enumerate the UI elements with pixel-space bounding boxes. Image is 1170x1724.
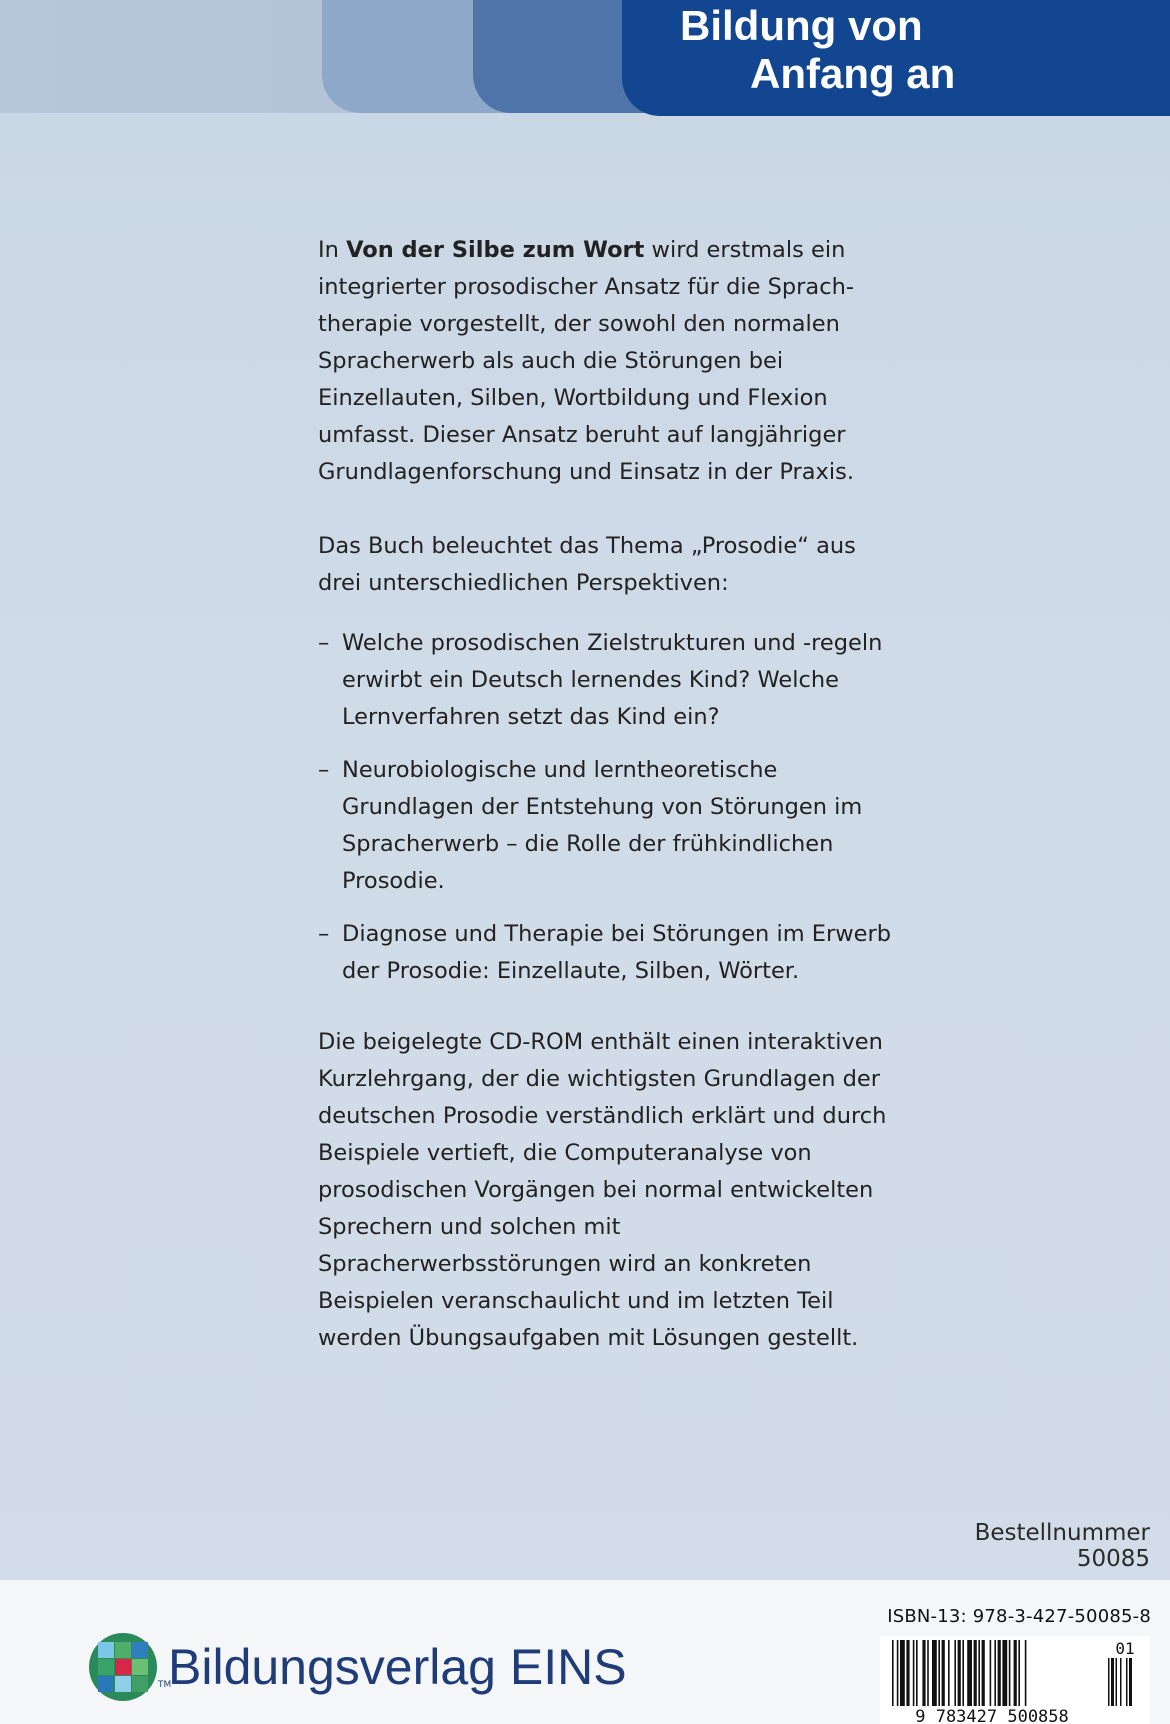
barcode-bar <box>994 1640 996 1706</box>
barcode-bar <box>1009 1640 1011 1706</box>
barcode-bar <box>942 1640 945 1706</box>
barcode-bar <box>978 1640 980 1706</box>
isbn-barcode <box>880 1636 1150 1724</box>
list-item: – Diagnose und Therapie bei Störungen im Erwerb der Prosodie: Einzellaute, Silben, Wörter. <box>318 916 898 990</box>
barcode-bar <box>998 1640 1001 1706</box>
barcode-bar <box>1002 1640 1007 1706</box>
barcode-bar <box>967 1640 972 1706</box>
barcode-addon-bar <box>1108 1658 1110 1706</box>
cdrom-paragraph: Die beigelegte CD-ROM enthält einen interaktiven Kurzlehrgang, der die wichtigsten Grundlagen der deutschen Prosodie verständlich erklärt und durch Beispiele vertieft, die Computeranalyse von prosodischen Vorgängen bei normal entwickelten Sprechern und solchen mit Spracherwerbsstörungen wird an konkreten Beispielen veranschaulicht und im letzten Teil werden Übungsaufgaben mit Lösungen gestellt. <box>318 1029 887 1351</box>
intro-text: wird erstmals ein integrierter prosodischer Ansatz für die Sprachtherapie vorgestellt, der sowohl den normalen Spracherwerb als auch die Störungen bei Einzellauten, Silben, Wortbildung und Flexion umfasst. Dieser Ansatz beruht auf langjähriger Grundlagenforschung und Einsatz in der Praxis. <box>318 237 854 485</box>
barcode-digits-text: 9 783427 500858 <box>915 1707 1069 1724</box>
trademark-mark: TM <box>158 1680 172 1690</box>
series-title <box>680 2 1100 98</box>
barcode-bar <box>990 1640 992 1706</box>
barcode-bar <box>948 1640 950 1706</box>
barcode-bar <box>1025 1640 1027 1706</box>
publisher-logo-icon <box>88 1632 158 1702</box>
publisher-name: Bildungsverlag EINS <box>168 1639 627 1695</box>
barcode-bar <box>974 1640 977 1706</box>
series-title-line1: Bildung von <box>680 2 923 49</box>
barcode-addon-bar <box>1126 1658 1128 1706</box>
barcode-bar <box>1018 1640 1020 1706</box>
barcode-bar <box>916 1640 918 1706</box>
list-item: – Neurobiologische und lerntheoretische Grundlagen der Entstehung von Störungen im Spracherwerb – die Rolle der frühkindlichen Prosodie. <box>318 752 898 900</box>
barcode-bar <box>982 1640 985 1706</box>
order-number: Bestellnummer 50085 <box>974 1520 1150 1572</box>
header-band <box>0 0 1170 115</box>
barcode-bar <box>913 1640 915 1706</box>
barcode-bar <box>906 1640 909 1706</box>
barcode-bar <box>932 1640 937 1706</box>
blurb <box>318 232 898 1394</box>
barcode-bar <box>892 1640 894 1706</box>
perspectives-intro: Das Buch beleuchtet das Thema „Prosodie“ aus drei unterschiedlichen Perspektiven: <box>318 533 856 596</box>
book-title: Von der Silbe zum Wort <box>346 237 645 263</box>
barcode-bar <box>962 1640 964 1706</box>
barcode-bar <box>958 1640 961 1706</box>
barcode-bar <box>900 1640 905 1706</box>
isbn-label: ISBN-13: 978-3-427-50085-8 <box>887 1606 1151 1627</box>
barcode-bar <box>1014 1640 1017 1706</box>
barcode-bar <box>927 1640 929 1706</box>
intro-paragraph <box>318 232 898 491</box>
barcode-addon-bar <box>1116 1658 1118 1706</box>
barcode-bar <box>922 1640 925 1706</box>
barcode-bar <box>954 1640 956 1706</box>
intro-prefix: In <box>318 237 347 263</box>
list-item: – Welche prosodischen Zielstrukturen und -regeln erwirbt ein Deutsch lernendes Kind? Welche Lernverfahren setzt das Kind ein? <box>318 625 898 736</box>
series-title-line2: Anfang an <box>750 50 956 97</box>
barcode-addon-bar <box>1129 1658 1132 1706</box>
barcode-bar <box>938 1640 940 1706</box>
barcode-addon-bar <box>1111 1658 1114 1706</box>
barcode-bar <box>897 1640 899 1706</box>
perspectives-list <box>318 625 898 990</box>
barcode-addon-text: 01 <box>1115 1639 1135 1658</box>
barcode-addon-bar <box>1120 1658 1122 1706</box>
